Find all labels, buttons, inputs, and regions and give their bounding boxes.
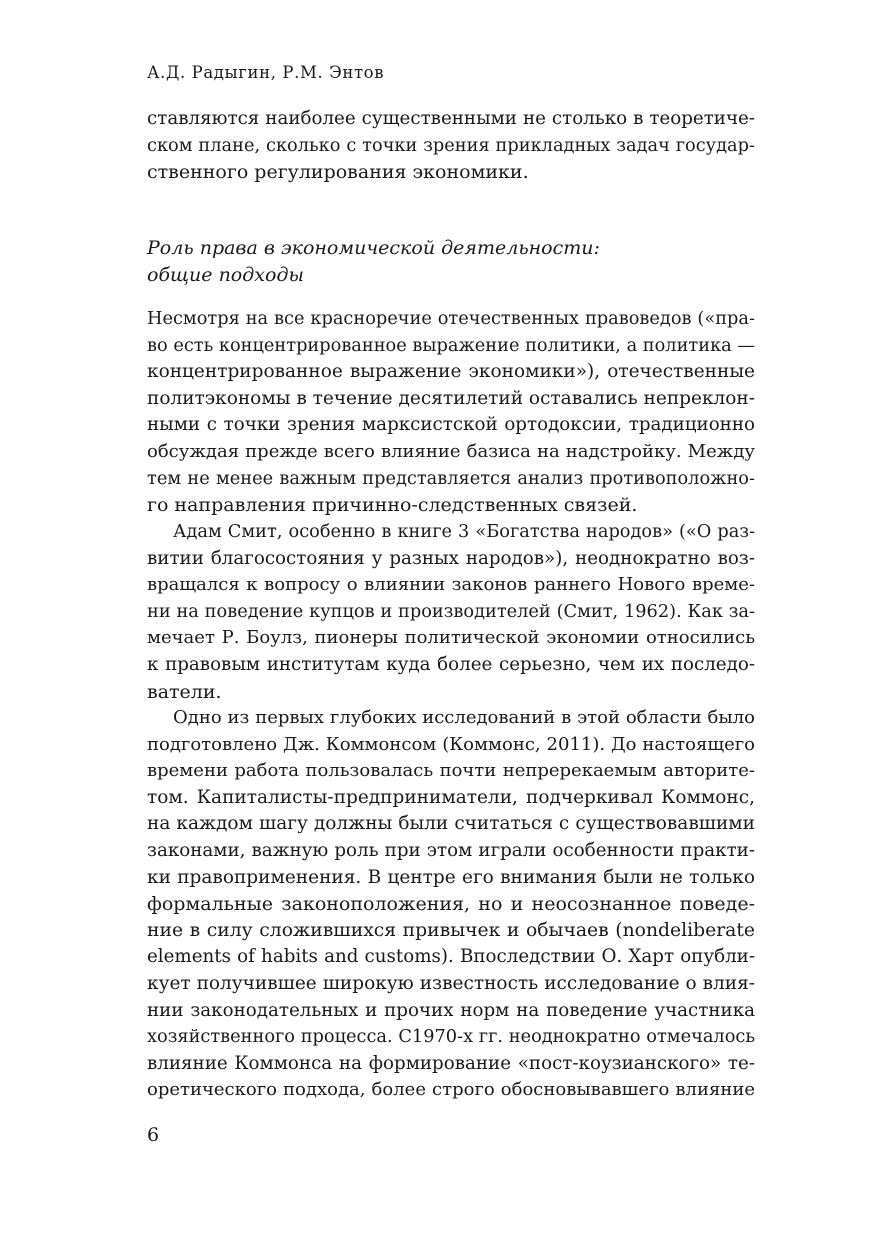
- paragraph-1: [147, 306, 755, 519]
- text-line: вращался к вопросу о влиянии законов раннего Нового време-: [147, 574, 755, 596]
- heading-line: общие подходы: [147, 263, 304, 286]
- text-line: том. Капиталисты-предприниматели, подчеркивал Коммонс,: [147, 786, 755, 808]
- text-line: ными с точки зрения марксистской ортодоксии, традиционно: [147, 414, 755, 436]
- text-line: времени работа пользовалась почти непререкаемым авторите-: [147, 760, 755, 782]
- text-line: кует получившее широкую известность исследование о влия-: [147, 972, 755, 994]
- text-line: оретического подхода, более строго обосновывавшего влияние: [147, 1079, 755, 1101]
- text-line: к правовым институтам куда более серьезно, чем их последо-: [147, 653, 755, 675]
- text-line: ставляются наиболее существенными не столько в теоретиче-: [147, 108, 755, 129]
- heading-line: Роль права в экономической деятельности:: [147, 237, 600, 259]
- text-line: Одно из первых глубоких исследований в этой области было: [173, 707, 755, 728]
- section-heading: [147, 235, 755, 288]
- text-line: подготовлено Дж. Коммонсом (Коммонс, 2011). До настоящего: [147, 733, 755, 755]
- text-line: тем не менее важным представляется анализ противоположно-: [147, 468, 755, 489]
- text-line: ни на поведение купцов и производителей (Смит, 1962). Как за-: [147, 601, 755, 622]
- text-line: elements of habits and customs). Впоследствии О. Харт опубли-: [147, 946, 755, 968]
- text-line: хозяйственного процесса. С1970-х гг. неоднократно отмечалось: [147, 1027, 755, 1048]
- text-line: формальные законоположения, но и неосознанное поведе-: [147, 893, 755, 916]
- intro-paragraph: [147, 106, 755, 186]
- text-line: Несмотря на все красноречие отечественных правоведов («пра-: [147, 309, 755, 329]
- text-line: влияние Коммонса на формирование «пост-коузианского» те-: [147, 1052, 755, 1074]
- text-line: Адам Смит, особенно в книге 3 «Богатства народов» («О раз-: [173, 522, 755, 542]
- text-line: го направления причинно-следственных связей.: [147, 494, 638, 517]
- text-line: нии законодательных и прочих норм на поведение участника: [147, 999, 755, 1021]
- text-line: ки правоприменения. В центре его внимания были не только: [147, 866, 755, 888]
- text-line: обсуждая прежде всего влияние базиса на надстройку. Между: [147, 440, 755, 462]
- text-line: политэкономы в течение десятилетий оставались непреклон-: [147, 387, 755, 409]
- text-line: на каждом шагу должны были считаться с существовавшими: [147, 813, 755, 835]
- text-line: во есть концентрированное выражение политики, а политика —: [147, 335, 756, 356]
- text-line: витии благосостояния у разных народов»), неоднократно воз-: [147, 547, 755, 569]
- text-line: ние в силу сложившихся привычек и обычаев (nondeliberate: [147, 919, 755, 941]
- text-line: ватели.: [147, 680, 222, 703]
- text-line: мечает Р. Боулз, пионеры политической экономии относились: [147, 627, 755, 649]
- text-line: концентрированное выражение экономики»), отечественные: [147, 361, 755, 383]
- running-head-authors: А.Д. Радыгин, Р.М. Энтов: [147, 63, 385, 82]
- page-number: 6: [147, 1124, 160, 1146]
- text-line: ственного регулирования экономики.: [147, 161, 529, 184]
- text-line: законами, важную роль при этом играли особенности практи-: [147, 839, 755, 861]
- paragraph-3: [147, 705, 755, 1104]
- paragraph-2: [147, 519, 755, 705]
- text-line: ском плане, сколько с точки зрения прикладных задач государ-: [147, 135, 755, 156]
